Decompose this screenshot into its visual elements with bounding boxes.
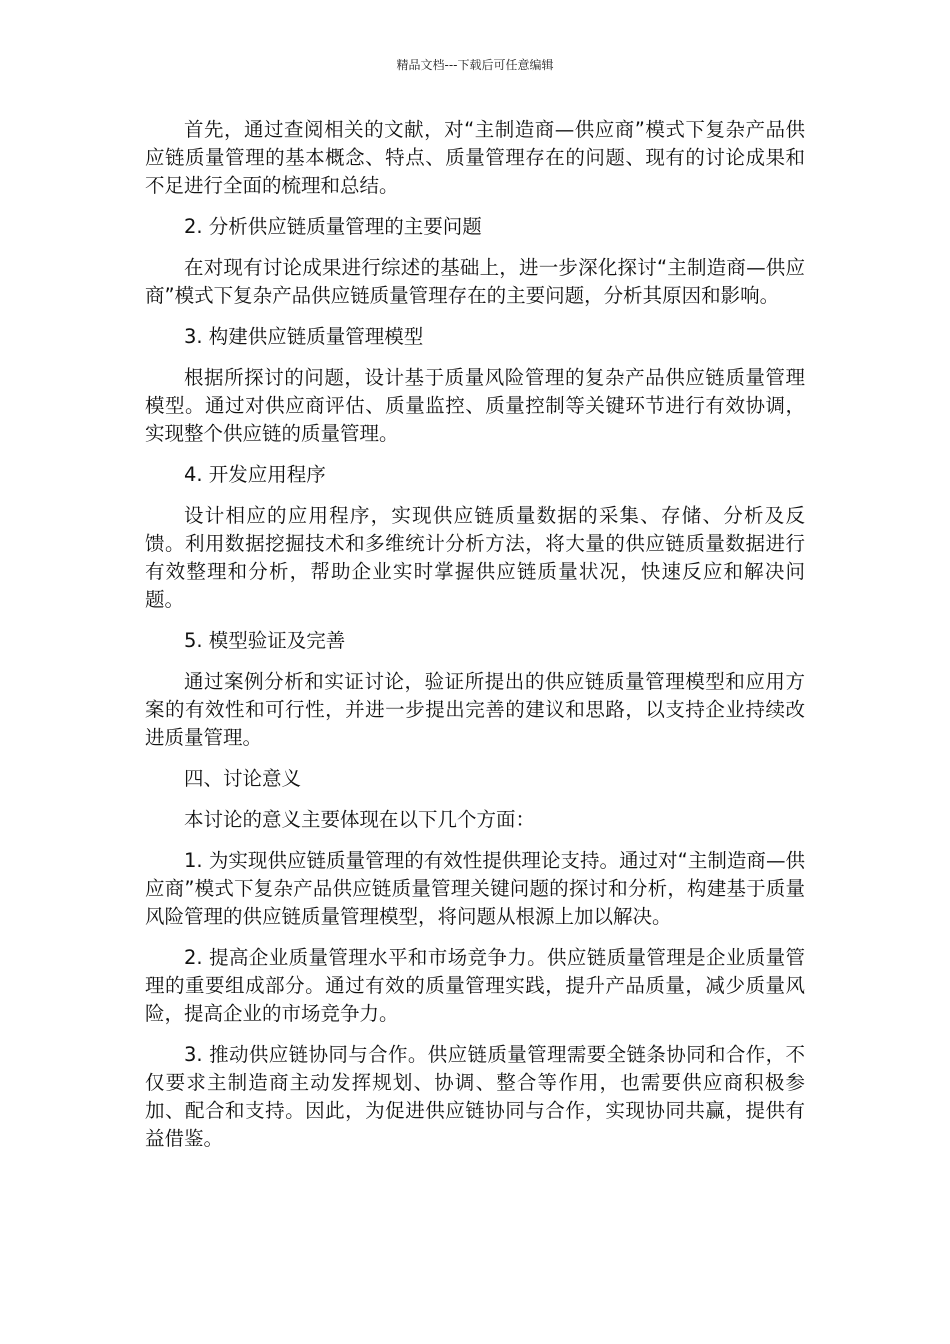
paragraph-intro: 首先，通过查阅相关的文献，对“主制造商—供应商”模式下复杂产品供应链质量管理的基本概念、特点、质量管理存在的问题、现有的讨论成果和不足进行全面的梳理和总结。: [145, 118, 805, 197]
heading-develop-app: 4. 开发应用程序: [184, 463, 326, 486]
heading-analyze-problems: 2. 分析供应链质量管理的主要问题: [184, 215, 482, 238]
heading-model-validation: 5. 模型验证及完善: [184, 629, 346, 652]
paragraph-model-validation: 通过案例分析和实证讨论，验证所提出的供应链质量管理模型和应用方案的有效性和可行性，并进一步提出完善的建议和思路，以支持企业持续改进质量管理。: [145, 670, 805, 749]
paragraph-develop-app: 设计相应的应用程序，实现供应链质量数据的采集、存储、分析及反馈。利用数据挖掘技术和多维统计分析方法，将大量的供应链质量数据进行有效整理和分析，帮助企业实时掌握供应链质量状况，快速反应和解决问题。: [145, 504, 805, 611]
paragraph-significance-intro: 本讨论的意义主要体现在以下几个方面：: [184, 808, 536, 831]
page-header: 精品文档---下载后可任意编辑: [396, 58, 554, 72]
section-heading-significance: 四、讨论意义: [184, 767, 302, 790]
paragraph-significance-1: 1. 为实现供应链质量管理的有效性提供理论支持。通过对“主制造商—供应商”模式下复杂产品供应链质量管理关键问题的探讨和分析，构建基于质量风险管理的供应链质量管理模型，将问题从根源上加以解决。: [145, 849, 805, 928]
paragraph-build-model: 根据所探讨的问题，设计基于质量风险管理的复杂产品供应链质量管理模型。通过对供应商评估、质量监控、质量控制等关键环节进行有效协调，实现整个供应链的质量管理。: [145, 366, 805, 445]
document-body: [145, 116, 805, 1166]
paragraph-analyze-problems: 在对现有讨论成果进行综述的基础上，进一步深化探讨“主制造商—供应商”模式下复杂产品供应链质量管理存在的主要问题，分析其原因和影响。: [145, 256, 805, 307]
heading-build-model: 3. 构建供应链质量管理模型: [184, 325, 424, 348]
paragraph-significance-2: 2. 提高企业质量管理水平和市场竞争力。供应链质量管理是企业质量管理的重要组成部分。通过有效的质量管理实践，提升产品质量，减少质量风险，提高企业的市场竞争力。: [145, 946, 805, 1025]
paragraph-significance-3: 3. 推动供应链协同与合作。供应链质量管理需要全链条协同和合作，不仅要求主制造商主动发挥规划、协调、整合等作用，也需要供应商积极参加、配合和支持。因此，为促进供应链协同与合作，实现协同共赢，提供有益借鉴。: [145, 1043, 805, 1150]
